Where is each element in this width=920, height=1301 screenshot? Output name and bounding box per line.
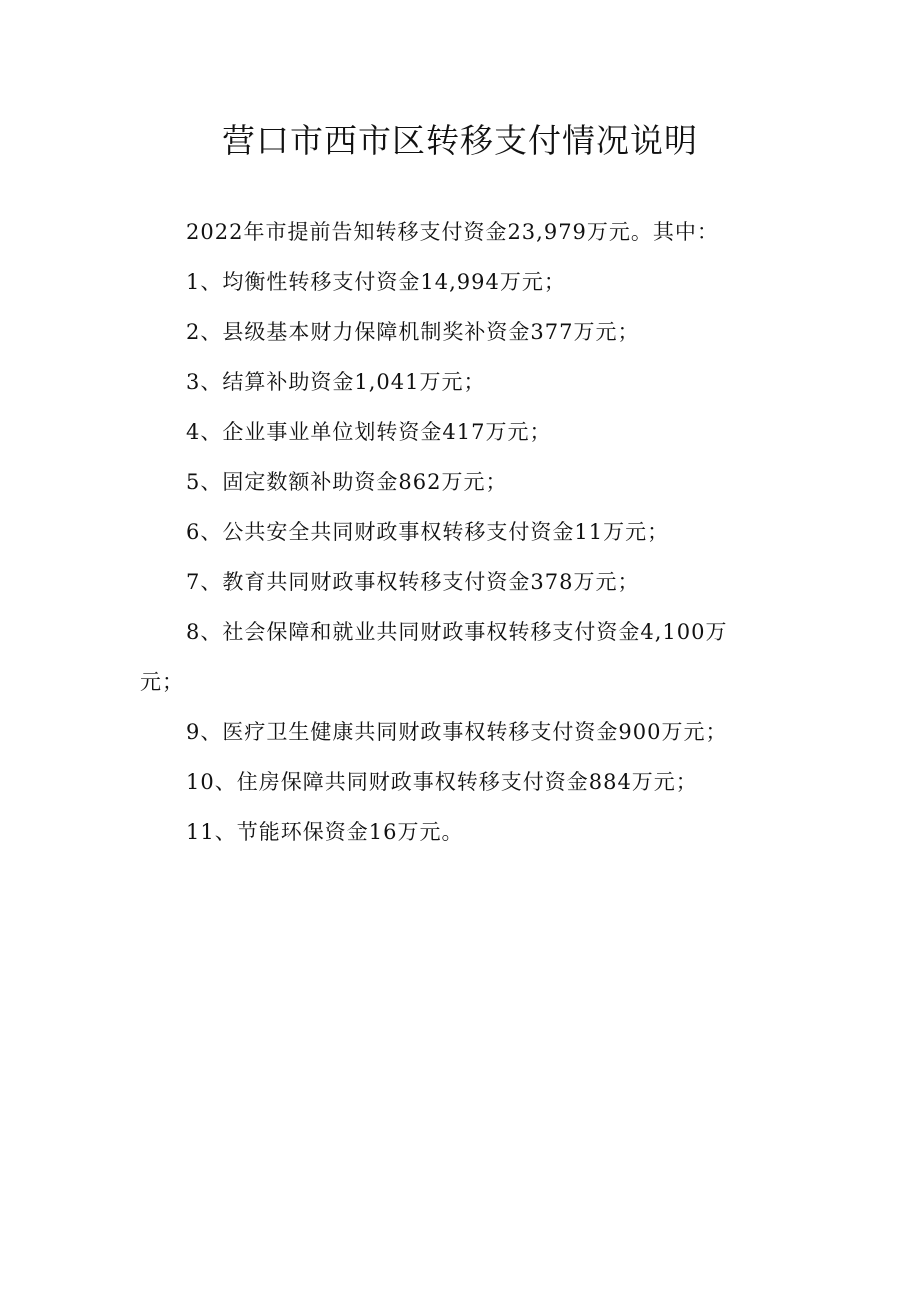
list-item: 9、医疗卫生健康共同财政事权转移支付资金900万元； [186,720,728,744]
list-item: 3、结算补助资金1,041万元； [186,370,486,394]
list-item: 7、教育共同财政事权转移支付资金378万元； [186,570,640,594]
list-item: 5、固定数额补助资金862万元； [186,470,508,494]
list-item: 4、企业事业单位划转资金417万元； [186,420,552,444]
document-title: 营口市西市区转移支付情况说明 [222,121,698,160]
list-item: 6、公共安全共同财政事权转移支付资金11万元； [186,520,670,544]
list-item: 11、节能环保资金16万元。 [186,820,464,844]
list-item: 2、县级基本财力保障机制奖补资金377万元； [186,320,640,344]
list-item: 8、社会保障和就业共同财政事权转移支付资金4,100万元； [140,620,728,694]
document-body [140,207,760,857]
list-item: 10、住房保障共同财政事权转移支付资金884万元； [186,770,698,794]
intro-paragraph: 2022年市提前告知转移支付资金23,979万元。其中： [186,220,719,244]
list-item: 1、均衡性转移支付资金14,994万元； [186,270,566,294]
